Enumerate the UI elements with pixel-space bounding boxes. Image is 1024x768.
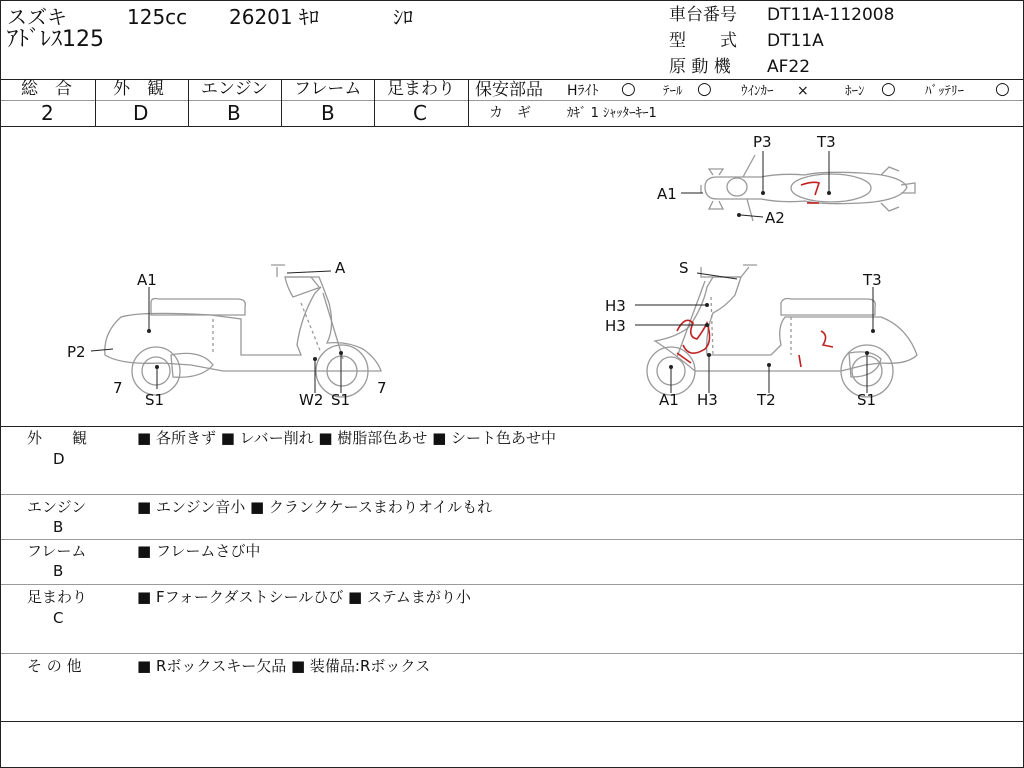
diagram-label: T3 (863, 271, 882, 289)
diagram-label: S (679, 259, 689, 277)
frame-no: DT11A-112008 (767, 5, 895, 25)
diagram-label: A (335, 259, 346, 277)
safety-item-name: ﾃｰﾙ (663, 84, 683, 99)
diagram-label: A1 (657, 185, 677, 203)
note-label: フレーム (27, 542, 87, 560)
divider (281, 79, 282, 126)
safety-item-mark: ○ (697, 79, 712, 99)
safety-item-mark: ○ (621, 79, 636, 99)
diagram-label: S1 (145, 391, 165, 409)
diagram-label: 7 (377, 379, 387, 397)
safety-item-name: ﾊﾞｯﾃﾘｰ (925, 84, 964, 99)
suspension-grade: C (413, 101, 427, 125)
note-label: エンジン (27, 498, 87, 516)
diagram-label: 7 (113, 379, 123, 397)
diagram-label: A1 (659, 391, 679, 409)
diagram-label: H3 (605, 317, 626, 335)
note-text: ■ Fフォークダストシールひび ■ ステムまがり小 (137, 588, 471, 606)
diagram-label: S1 (857, 391, 877, 409)
diagram-label: P2 (67, 343, 86, 361)
engine-grade-label: エンジン (201, 79, 269, 99)
divider (374, 79, 375, 126)
overall-label: 総 合 (21, 79, 72, 99)
safety-item-mark: × (797, 83, 809, 99)
divider (188, 79, 189, 126)
diagram-label: A2 (765, 209, 785, 227)
model-name: ｱﾄﾞﾚｽ125 (7, 27, 104, 52)
divider (468, 79, 469, 126)
body-color: ｼﾛ (393, 5, 413, 29)
note-grade: C (53, 609, 64, 627)
diagram-label: H3 (697, 391, 718, 409)
divider (95, 79, 96, 126)
safety-item-mark: ○ (995, 79, 1010, 99)
engine-grade: B (227, 101, 241, 125)
diagram-label: P3 (753, 133, 772, 151)
note-text: ■ Rボックスキー欠品 ■ 装備品:Rボックス (137, 657, 431, 675)
note-text: ■ エンジン音小 ■ クランクケースまわりオイルもれ (137, 498, 493, 516)
divider (1, 653, 1023, 654)
diagram-label: T2 (757, 391, 776, 409)
leader-lines (91, 151, 873, 393)
displacement: 125cc (127, 5, 188, 29)
diagram-label: A1 (137, 271, 157, 289)
divider (1, 584, 1023, 585)
frame-grade: B (321, 101, 335, 125)
diagram-label: T3 (817, 133, 836, 151)
diagram-label: S1 (331, 391, 351, 409)
suspension-grade-label: 足まわり (387, 79, 455, 99)
safety-item-name: Hﾗｲﾄ (567, 83, 599, 99)
key-value: ｶｷﾞ 1 ｼｬｯﾀｰｷｰ1 (567, 106, 657, 121)
safety-item-mark: ○ (881, 79, 896, 99)
mileage: 26201 ｷﾛ (229, 5, 319, 29)
frame-grade-label: フレーム (294, 79, 362, 99)
exterior-grade: D (133, 101, 149, 125)
note-text: ■ 各所きず ■ レバー削れ ■ 樹脂部色あせ ■ シート色あせ中 (137, 429, 557, 447)
note-text: ■ フレームさび中 (137, 542, 261, 560)
divider (1, 721, 1023, 722)
divider (1, 426, 1023, 427)
exterior-label: 外 観 (113, 79, 164, 99)
safety-label: 保安部品 (475, 80, 543, 100)
divider (469, 100, 1023, 101)
divider (1, 494, 1023, 495)
note-grade: D (53, 450, 65, 468)
safety-item-name: ﾎｰﾝ (845, 84, 865, 99)
engine-value: AF22 (767, 57, 811, 77)
note-label: 外 観 (27, 429, 88, 447)
note-label: そ の 他 (27, 657, 82, 675)
note-grade: B (53, 562, 64, 580)
safety-item-name: ｳｲﾝｶｰ (741, 84, 774, 99)
key-label: カ ギ (489, 105, 531, 121)
diagram-label: W2 (299, 391, 324, 409)
maker: スズキ (7, 5, 67, 29)
divider (1, 539, 1023, 540)
type-value: DT11A (767, 31, 824, 51)
diagram-label: H3 (605, 297, 626, 315)
frame-no-label: 車台番号 (669, 5, 737, 25)
overall-grade: 2 (41, 101, 54, 125)
type-label: 型 式 (669, 31, 737, 51)
note-label: 足まわり (27, 588, 88, 606)
scooter-top-view (701, 155, 915, 221)
note-grade: B (53, 518, 64, 536)
engine-label: 原 動 機 (669, 57, 731, 77)
scooter-diagram (1, 127, 1023, 427)
